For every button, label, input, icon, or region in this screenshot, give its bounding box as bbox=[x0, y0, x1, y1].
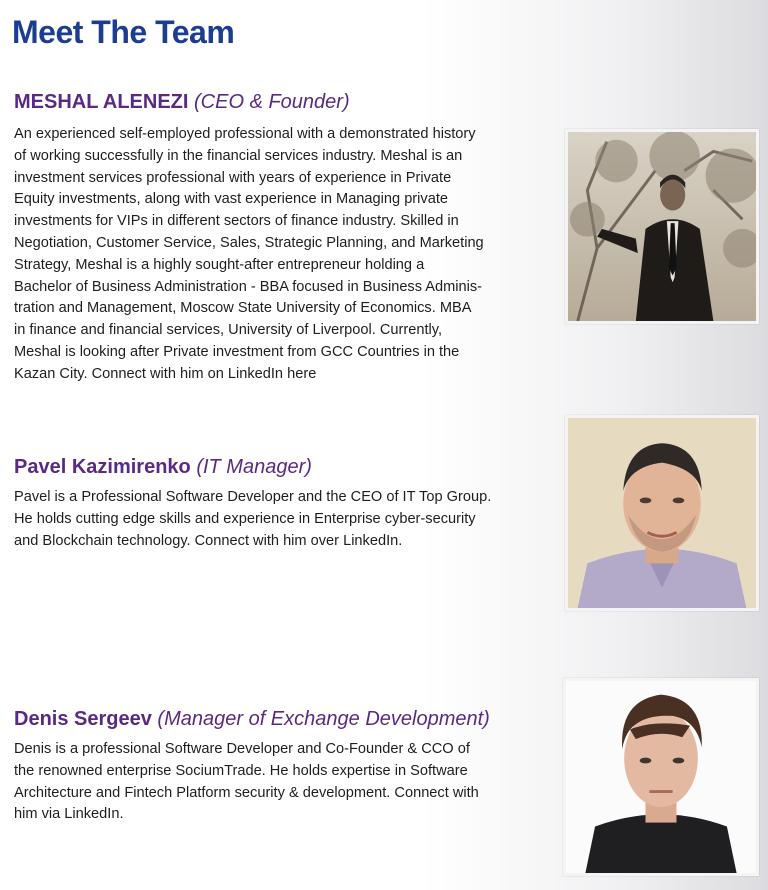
page-title: Meet The Team bbox=[12, 14, 235, 50]
bio-line: Meshal is looking after Private investment from GCC Countries in the bbox=[14, 343, 460, 360]
bio-line: Negotiation, Customer Service, Sales, Strategic Planning, and Marketing bbox=[14, 234, 484, 251]
bio-line: tration and Management, Moscow State University of Economics. MBA bbox=[14, 300, 472, 317]
member-bio bbox=[14, 739, 549, 826]
member-bio bbox=[14, 487, 549, 552]
member-name bbox=[14, 456, 312, 479]
bio-line: Denis is a professional Software Developer and Co-Founder & CCO of bbox=[14, 741, 470, 757]
bio-line: Pavel is a Professional Software Developer and the CEO of IT Top Group. bbox=[14, 489, 492, 505]
bio-line: investments for VIPs in different sectors of finance industry. Skilled in bbox=[14, 213, 459, 230]
bio-line: An experienced self-employed professional with a demonstrated history bbox=[14, 126, 476, 142]
member-name-text: Denis Sergeev bbox=[14, 708, 152, 730]
member-name-text: MESHAL ALENEZI bbox=[14, 91, 189, 113]
bio-line: Strategy, Meshal is a highly sought-after entrepreneur holding a bbox=[14, 256, 425, 273]
member-name-text: Pavel Kazimirenko bbox=[14, 456, 191, 478]
member-photo-denis bbox=[563, 678, 759, 876]
bio-line: and Blockchain technology. Connect with him over LinkedIn. bbox=[14, 532, 403, 549]
bio-line: him via LinkedIn. bbox=[14, 806, 124, 823]
bio-line: in finance and financial services, University of Liverpool. Currently, bbox=[14, 322, 443, 339]
member-role: (CEO & Founder) bbox=[194, 91, 350, 113]
member-photo-meshal bbox=[565, 129, 759, 324]
bio-line: Architecture and Fintech Platform security & development. Connect with bbox=[14, 784, 479, 801]
bio-line: of working successfully in the financial services industry. Meshal is an bbox=[14, 147, 463, 164]
member-name bbox=[14, 91, 350, 114]
member-bio bbox=[14, 124, 534, 386]
bio-line: Bachelor of Business Administration - BBA focused in Business Adminis- bbox=[14, 278, 483, 295]
bio-line: the renowned enterprise SociumTrade. He holds expertise in Software bbox=[14, 762, 468, 779]
member-photo-pavel bbox=[565, 415, 759, 611]
bio-line: Equity investments, along with vast experience in Managing private bbox=[14, 191, 448, 208]
member-name bbox=[14, 708, 490, 731]
bio-line: He holds cutting edge skills and experience in Enterprise cyber-security bbox=[14, 510, 476, 527]
bio-line: Kazan City. Connect with him on LinkedIn here bbox=[14, 365, 317, 382]
bio-line: investment services professional with years of experience in Private bbox=[14, 169, 452, 186]
member-role: (IT Manager) bbox=[196, 456, 312, 478]
member-role: (Manager of Exchange Development) bbox=[157, 708, 490, 730]
